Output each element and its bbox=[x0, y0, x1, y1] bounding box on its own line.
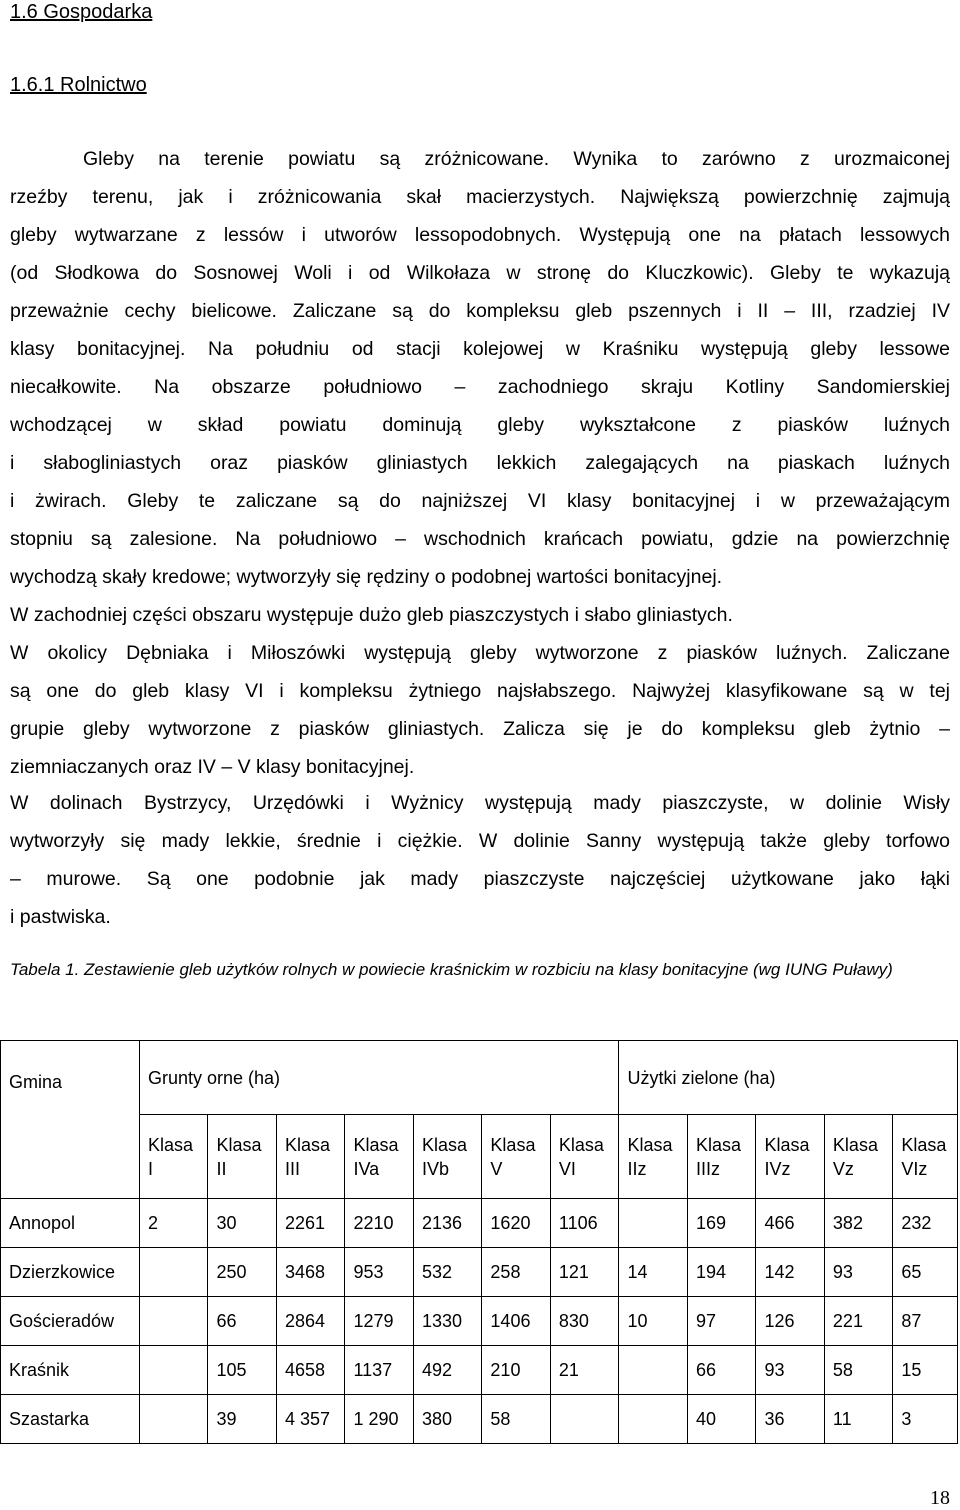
table-cell: 93 bbox=[824, 1248, 892, 1297]
paragraph-line: wytworzyły się mady lekkie, średnie i ciężkie. W dolinie Sanny występują także gleby torfowo bbox=[10, 830, 950, 852]
class-word: Klasa bbox=[421, 1134, 467, 1155]
class-label: IVb bbox=[421, 1158, 449, 1179]
paragraph-line: przeważnie cechy bielicowe. Zaliczane są do kompleksu gleb pszennych i II – III, rzadziej IV bbox=[10, 300, 950, 322]
table-cell: 142 bbox=[756, 1248, 824, 1297]
table-cell: 105 bbox=[208, 1346, 276, 1395]
table-caption: Tabela 1. Zestawienie gleb użytków rolnych w powiecie kraśnickim w rozbiciu na klasy bonitacyjne (wg IUNG Puławy) bbox=[10, 960, 893, 979]
gmina-name-cell: Kraśnik bbox=[1, 1346, 140, 1395]
subsection-heading: 1.6.1 Rolnictwo bbox=[10, 74, 147, 96]
table-cell: 3468 bbox=[276, 1248, 344, 1297]
table-cell: 1 290 bbox=[345, 1395, 413, 1444]
table-cell: 4 357 bbox=[276, 1395, 344, 1444]
table-cell: 87 bbox=[893, 1297, 958, 1346]
table-cell: 58 bbox=[482, 1395, 550, 1444]
paragraph-line: i słabogliniastych oraz piasków gliniastych lekkich zalegających na piaskach luźnych bbox=[10, 452, 950, 474]
gmina-name-cell: Gościeradów bbox=[1, 1297, 140, 1346]
table-cell: 492 bbox=[413, 1346, 481, 1395]
table-cell: 1330 bbox=[413, 1297, 481, 1346]
gmina-name-cell: Annopol bbox=[1, 1199, 140, 1248]
table-cell: 2 bbox=[140, 1199, 208, 1248]
paragraph-line: rzeźby terenu, jak i zróżnicowania skał macierzystych. Największą powierzchnię zajmują bbox=[10, 186, 950, 208]
table-cell: 532 bbox=[413, 1248, 481, 1297]
table-cell: 21 bbox=[550, 1346, 619, 1395]
paragraph-line: – murowe. Są one podobnie jak mady piaszczyste najczęściej użytkowane jako łąki bbox=[10, 868, 950, 890]
paragraph-line: gleby wytwarzane z lessów i utworów lessopodobnych. Występują one na płatach lessowych bbox=[10, 224, 950, 246]
paragraph-line: niecałkowite. Na obszarze południowo – zachodniego skraju Kotliny Sandomierskiej bbox=[10, 376, 950, 398]
class-label: IVz bbox=[764, 1158, 791, 1179]
table-row bbox=[1, 1199, 958, 1248]
paragraph-line: W dolinach Bystrzycy, Urzędówki i Wyżnicy występują mady piaszczyste, w dolinie Wisły bbox=[10, 792, 950, 814]
table-cell: 1106 bbox=[550, 1199, 619, 1248]
table-cell: 221 bbox=[824, 1297, 892, 1346]
class-word: Klasa bbox=[764, 1134, 810, 1155]
table-cell: 382 bbox=[824, 1199, 892, 1248]
table-cell bbox=[619, 1346, 687, 1395]
class-label: VI bbox=[558, 1158, 576, 1179]
class-word: Klasa bbox=[832, 1134, 878, 1155]
paragraph-line: W okolicy Dębniaka i Miłoszówki występują gleby wytworzone z piasków luźnych. Zaliczane bbox=[10, 642, 950, 664]
table-cell: 10 bbox=[619, 1297, 687, 1346]
table-cell bbox=[619, 1395, 687, 1444]
paragraph-line: stopniu są zalesione. Na południowo – wschodnich krańcach powiatu, gdzie na powierzchnię bbox=[10, 528, 950, 550]
table-cell: 1137 bbox=[345, 1346, 413, 1395]
table-cell: 65 bbox=[893, 1248, 958, 1297]
table-cell bbox=[140, 1248, 208, 1297]
paragraph-line: wchodzącej w skład powiatu dominują gleby wykształcone z piasków luźnych bbox=[10, 414, 950, 436]
class-label: I bbox=[148, 1158, 154, 1179]
class-word: Klasa bbox=[627, 1134, 673, 1155]
table-cell: 169 bbox=[687, 1199, 755, 1248]
table-cell: 58 bbox=[824, 1346, 892, 1395]
table-cell: 232 bbox=[893, 1199, 958, 1248]
table-row bbox=[1, 1248, 958, 1297]
class-label: VIz bbox=[901, 1158, 928, 1179]
table-cell bbox=[619, 1199, 687, 1248]
class-header-cell bbox=[824, 1115, 892, 1199]
page-number: 18 bbox=[930, 1487, 950, 1509]
class-label: Vz bbox=[832, 1158, 854, 1179]
table-cell: 15 bbox=[893, 1346, 958, 1395]
table-cell: 380 bbox=[413, 1395, 481, 1444]
class-word: Klasa bbox=[695, 1134, 741, 1155]
class-label: IVa bbox=[353, 1158, 380, 1179]
table-cell: 2261 bbox=[276, 1199, 344, 1248]
table-cell: 30 bbox=[208, 1199, 276, 1248]
class-header-cell bbox=[482, 1115, 550, 1199]
table-cell bbox=[140, 1395, 208, 1444]
soil-classes-table bbox=[0, 1040, 958, 1444]
table-cell: 11 bbox=[824, 1395, 892, 1444]
table-cell: 210 bbox=[482, 1346, 550, 1395]
table-row bbox=[1, 1297, 958, 1346]
class-header-cell bbox=[140, 1115, 208, 1199]
paragraph-line: Gleby na terenie powiatu są zróżnicowane. Wynika to zarówno z urozmaiconej bbox=[83, 148, 950, 170]
class-word: Klasa bbox=[216, 1134, 262, 1155]
table-cell: 1279 bbox=[345, 1297, 413, 1346]
class-header-cell bbox=[687, 1115, 755, 1199]
paragraph-line: W zachodniej części obszaru występuje dużo gleb piaszczystych i słabo gliniastych. bbox=[10, 604, 733, 626]
class-word: Klasa bbox=[901, 1134, 947, 1155]
class-header-cell bbox=[893, 1115, 958, 1199]
class-label: III bbox=[284, 1158, 300, 1179]
class-header-cell bbox=[619, 1115, 687, 1199]
table-cell: 953 bbox=[345, 1248, 413, 1297]
class-header-cell bbox=[345, 1115, 413, 1199]
class-header-cell bbox=[550, 1115, 619, 1199]
table-cell: 466 bbox=[756, 1199, 824, 1248]
table-cell: 39 bbox=[208, 1395, 276, 1444]
table-cell: 250 bbox=[208, 1248, 276, 1297]
class-word: Klasa bbox=[558, 1134, 604, 1155]
table-cell: 4658 bbox=[276, 1346, 344, 1395]
table-cell: 14 bbox=[619, 1248, 687, 1297]
class-header-cell bbox=[756, 1115, 824, 1199]
table-cell: 2864 bbox=[276, 1297, 344, 1346]
paragraph-line: są one do gleb klasy VI i kompleksu żytniego najsłabszego. Najwyżej klasyfikowane są w tej bbox=[10, 680, 950, 702]
class-label: V bbox=[490, 1158, 503, 1179]
class-label: IIz bbox=[627, 1158, 647, 1179]
table-cell: 258 bbox=[482, 1248, 550, 1297]
table-cell: 3 bbox=[893, 1395, 958, 1444]
paragraph-line: klasy bonitacyjnej. Na południu od stacji kolejowej w Kraśniku występują gleby lessowe bbox=[10, 338, 950, 360]
table-cell bbox=[140, 1346, 208, 1395]
table-cell: 2136 bbox=[413, 1199, 481, 1248]
table-row bbox=[1, 1346, 958, 1395]
table-cell: 66 bbox=[208, 1297, 276, 1346]
table-cell: 830 bbox=[550, 1297, 619, 1346]
class-word: Klasa bbox=[490, 1134, 536, 1155]
table-cell: 97 bbox=[687, 1297, 755, 1346]
table-cell: 126 bbox=[756, 1297, 824, 1346]
paragraph-line: (od Słodkowa do Sosnowej Woli i od Wilkołaza w stronę do Kluczkowic). Gleby te wykazują bbox=[10, 262, 950, 284]
paragraph-line: i pastwiska. bbox=[10, 906, 111, 928]
class-label: II bbox=[216, 1158, 227, 1179]
class-header-cell bbox=[208, 1115, 276, 1199]
paragraph-line: grupie gleby wytworzone z piasków gliniastych. Zalicza się je do kompleksu gleb żytnio – bbox=[10, 718, 950, 740]
table-cell: 1620 bbox=[482, 1199, 550, 1248]
table-cell: 40 bbox=[687, 1395, 755, 1444]
table-cell bbox=[140, 1297, 208, 1346]
table-cell: 2210 bbox=[345, 1199, 413, 1248]
paragraph-line: wychodzą skały kredowe; wytworzyły się rędziny o podobnej wartości bonitacyjnej. bbox=[10, 566, 723, 588]
section-heading: 1.6 Gospodarka bbox=[10, 1, 153, 23]
gmina-name-cell: Dzierzkowice bbox=[1, 1248, 140, 1297]
class-header-cell bbox=[413, 1115, 481, 1199]
header-grassland: Użytki zielone (ha) bbox=[619, 1041, 958, 1115]
table-cell: 36 bbox=[756, 1395, 824, 1444]
table-cell: 93 bbox=[756, 1346, 824, 1395]
table-cell: 1406 bbox=[482, 1297, 550, 1346]
table-header-row bbox=[1, 1041, 958, 1115]
class-word: Klasa bbox=[353, 1134, 399, 1155]
header-arable: Grunty orne (ha) bbox=[140, 1041, 619, 1115]
table-cell: 194 bbox=[687, 1248, 755, 1297]
table-cell bbox=[550, 1395, 619, 1444]
table-cell: 121 bbox=[550, 1248, 619, 1297]
class-header-cell bbox=[276, 1115, 344, 1199]
class-word: Klasa bbox=[148, 1134, 194, 1155]
gmina-name-cell: Szastarka bbox=[1, 1395, 140, 1444]
header-gmina: Gmina bbox=[1, 1041, 140, 1199]
table-row bbox=[1, 1395, 958, 1444]
class-word: Klasa bbox=[284, 1134, 330, 1155]
table-class-row bbox=[1, 1115, 958, 1199]
paragraph-line: i żwirach. Gleby te zaliczane są do najniższej VI klasy bonitacyjnej i w przeważającym bbox=[10, 490, 950, 512]
table-cell: 66 bbox=[687, 1346, 755, 1395]
class-label: IIIz bbox=[695, 1158, 720, 1179]
paragraph-line: ziemniaczanych oraz IV – V klasy bonitacyjnej. bbox=[10, 756, 415, 778]
